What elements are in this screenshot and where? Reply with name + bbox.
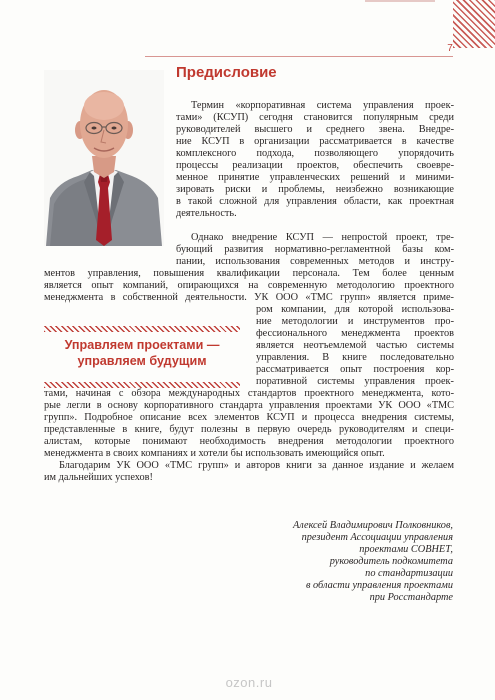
corner-stripe-decoration: [453, 0, 495, 48]
text-line: алистам, которые понимают необходимость внедрения методологии проектного: [44, 436, 454, 447]
text-line: ром компании, для которой использова-: [256, 304, 454, 315]
text-line: является опыт компаний, опирающихся на современную методологию проектного: [44, 280, 454, 291]
pull-quote: [44, 326, 240, 388]
text-line: представленные в книге, будут полезны в первую очередь руководителям и специ-: [44, 424, 454, 435]
text-line: пании, использования современных методов и инстру-: [176, 256, 454, 267]
page-number: 7: [447, 43, 453, 54]
text-line: зировать риски и проблемы, неизбежно возникающие: [176, 184, 454, 195]
text-line: Благодарим УК ООО «ТМС групп» и авторов книги за данное издание и желаем: [59, 460, 454, 471]
text-line: менеджмента в своих компаниях и хотели бы использовать имеющийся опыт.: [44, 448, 385, 459]
text-line: ние КСУП в организации рассматривается в качестве: [176, 136, 454, 147]
signature-line: в области управления проектами: [305, 580, 453, 591]
text-line: является неотъемлемой частью системы: [256, 340, 454, 351]
text-line: ментов управления, повышения квалификации персонала. Тем более ценным: [44, 268, 454, 279]
text-line: фессионального менеджмента проектов: [256, 328, 454, 339]
text-line: рые легли в основу корпоративного стандарта управления проектами УК ООО «ТМС: [44, 400, 454, 411]
pull-quote-line: Управляем проектами —: [64, 338, 220, 352]
signature-line: Алексей Владимирович Полковников,: [292, 520, 453, 531]
text-line: руководителей высшего и среднего звена. Внедре-: [176, 124, 454, 135]
corner-rule: [365, 0, 435, 2]
header-rule: [145, 56, 453, 57]
text-line: комплексного подхода, позволяющего упорядочить: [176, 148, 454, 159]
text-line: процессы реализации проектов, обеспечить своевре-: [176, 160, 454, 171]
text-line: Однако внедрение КСУП — непростой проект, тре-: [191, 232, 454, 243]
text-line: бующий развития нормативно-регламентной базы ком-: [176, 244, 454, 255]
text-line: Термин «корпоративная система управления проек-: [191, 100, 454, 111]
signature-line: проектами СОВНЕТ,: [359, 544, 453, 555]
signature-line: руководитель подкомитета: [329, 556, 453, 567]
signature-line: президент Ассоциации управления: [301, 532, 453, 543]
text-line: им дальнейших успехов!: [44, 472, 153, 483]
pull-quote-top-bar: [44, 326, 240, 332]
text-line: поративной системы управления проек-: [256, 376, 454, 387]
page-title: Предисловие: [176, 64, 277, 81]
text-line: тами, начиная с обзора международных стандартов проектного менеджмента, кото-: [44, 388, 454, 399]
signature-line: при Росстандарте: [369, 592, 453, 603]
text-line: групп». Подробное описание всех элементов КСУП и процесса внедрения системы,: [44, 412, 454, 423]
text-line: рассматривается опыт построения кор-: [256, 364, 454, 375]
text-line: менное принятие управленческих решений и миними-: [176, 172, 454, 183]
watermark: ozon.ru: [225, 675, 273, 690]
text-line: тами» (КСУП) сегодня становится популярным среди: [176, 112, 454, 123]
text-line: управления. В книге последовательно: [256, 352, 454, 363]
text-line: менеджмента в собственной деятельности. УК ООО «ТМС групп» является приме-: [44, 292, 454, 303]
author-photo: [44, 70, 164, 246]
pull-quote-line: управляем будущим: [77, 354, 207, 368]
text-line: в такой сложной для управления области, как проектная: [176, 196, 454, 207]
text-line: деятельность.: [176, 208, 237, 219]
signature-line: по стандартизации: [365, 568, 453, 579]
text-line: ние методологии и инструментов про-: [256, 316, 454, 327]
